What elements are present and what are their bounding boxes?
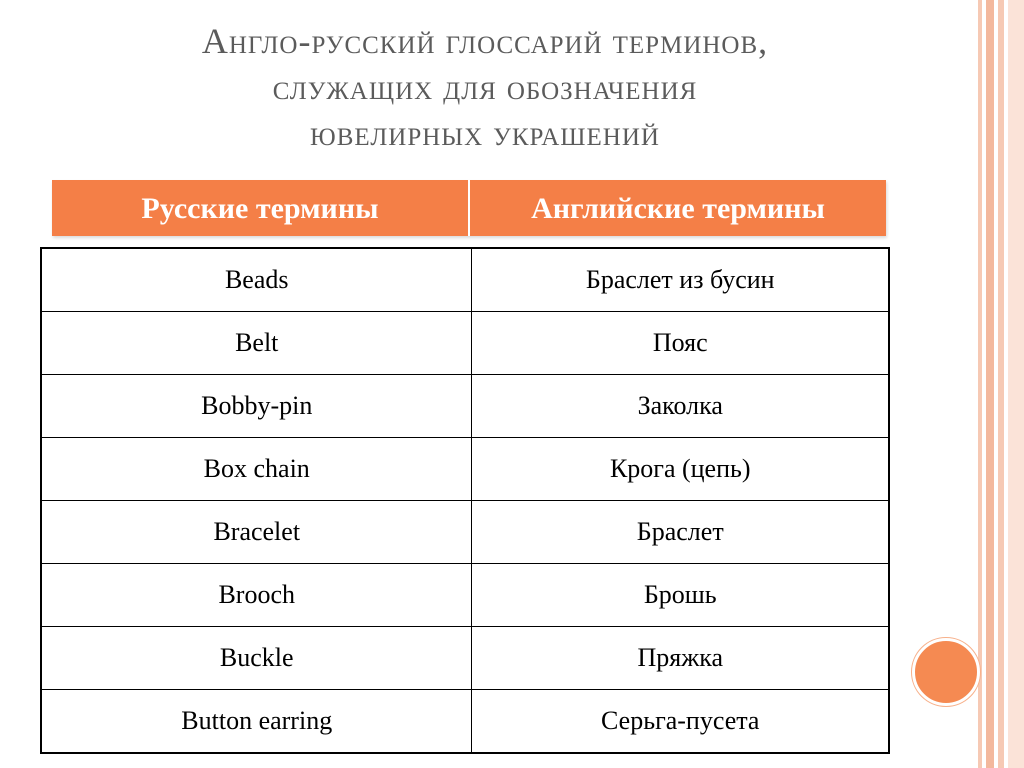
table-row [42, 249, 888, 312]
term-cell: Bobby-pin [42, 375, 472, 437]
table-row [42, 375, 888, 438]
translation-cell: Заколка [637, 391, 723, 420]
term-cell: Button earring [42, 690, 472, 752]
title-line-2: служащих для обозначения [272, 67, 698, 107]
table-row [42, 564, 888, 627]
translation-cell: Серьга-пусета [601, 706, 760, 735]
term-cell: Bracelet [42, 501, 472, 563]
term-cell: Beads [42, 249, 472, 311]
table-row [42, 690, 888, 752]
translation-cell: Браслет [636, 517, 724, 546]
table-header [52, 180, 886, 236]
table-row [42, 627, 888, 690]
translation-cell: Пряжка [637, 643, 723, 672]
decorative-circle [912, 638, 980, 706]
title-line-3: ювелирных украшений [310, 113, 660, 153]
translation-cell: Брошь [643, 580, 717, 609]
title-line-1: Англо-русский глоссарий терминов, [201, 21, 769, 61]
header-english-terms: Английские термины [531, 192, 825, 225]
table-row [42, 438, 888, 501]
term-cell: Buckle [42, 627, 472, 689]
header-russian-terms: Русские термины [52, 180, 470, 236]
translation-cell: Браслет из бусин [585, 265, 775, 294]
glossary-table [40, 247, 890, 754]
translation-cell: Пояс [652, 328, 708, 357]
decorative-stripe [1008, 0, 1024, 768]
page-title [40, 18, 930, 156]
term-cell: Brooch [42, 564, 472, 626]
table-row [42, 501, 888, 564]
decorative-stripe [998, 0, 1004, 768]
translation-cell: Крога (цепь) [609, 454, 751, 483]
term-cell: Belt [42, 312, 472, 374]
decorative-stripe [978, 0, 982, 768]
decorative-stripe [986, 0, 994, 768]
table-row [42, 312, 888, 375]
term-cell: Box chain [42, 438, 472, 500]
